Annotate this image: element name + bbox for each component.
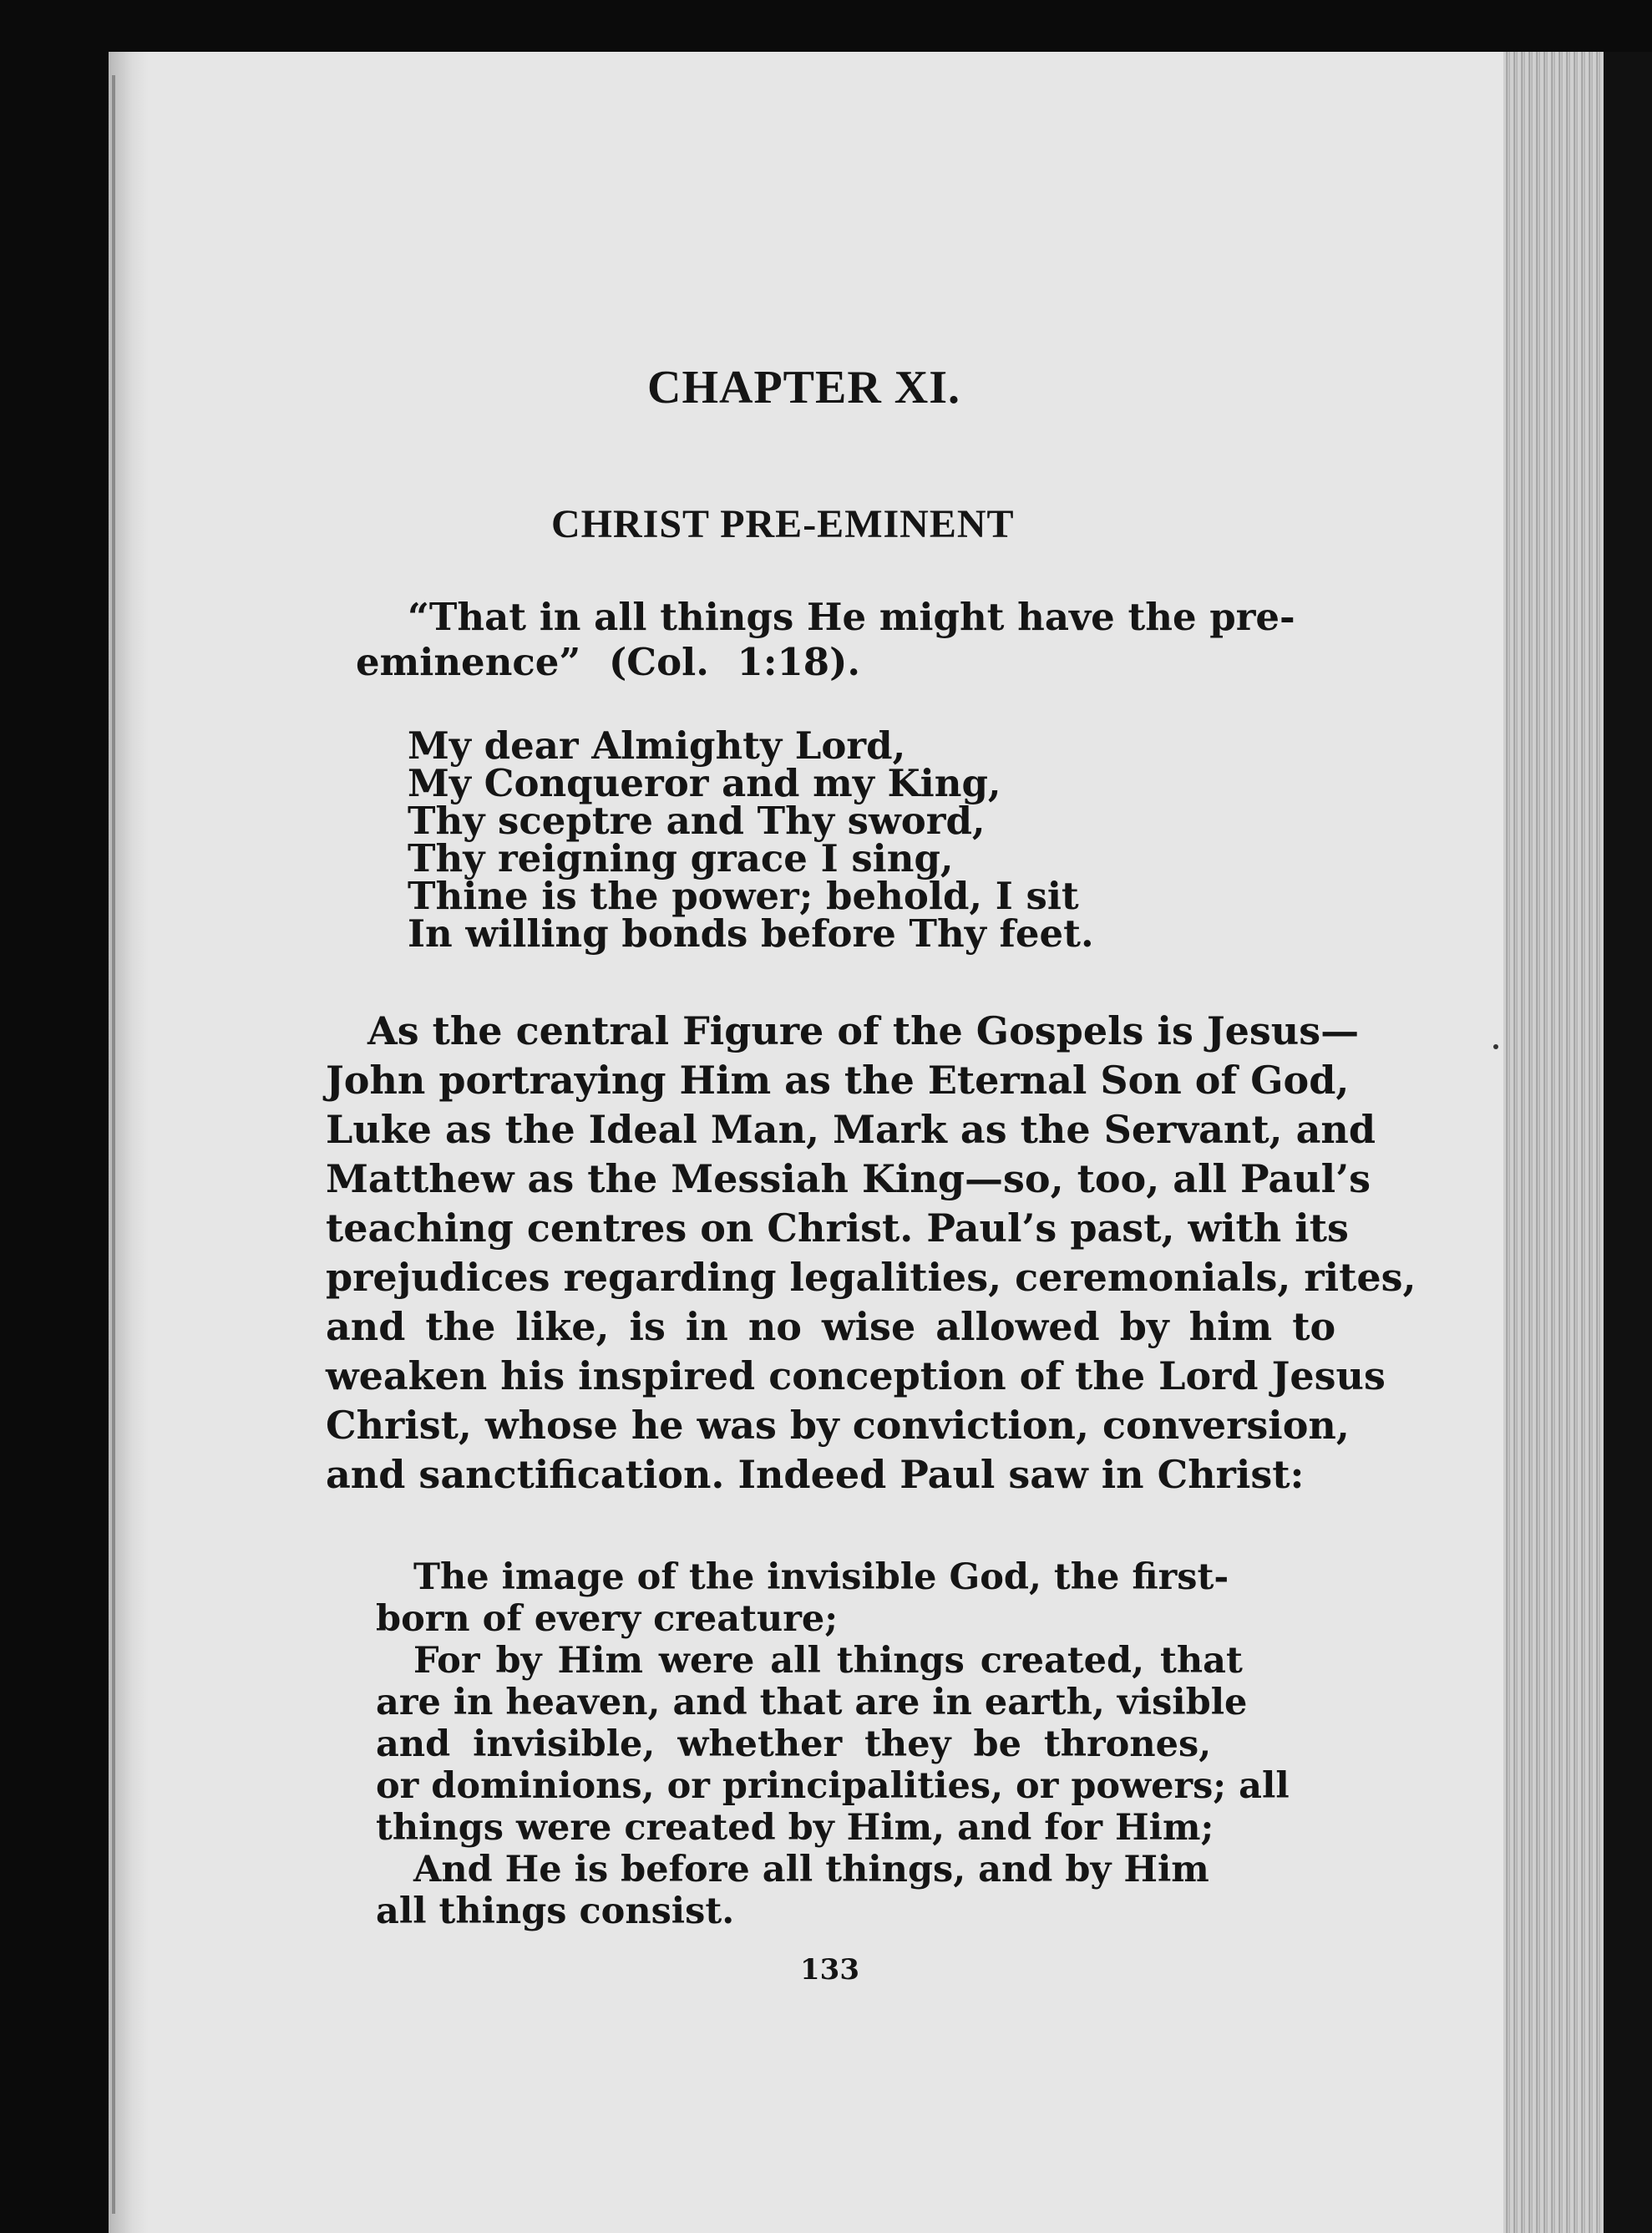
spine-line	[112, 75, 115, 2214]
body-line: Luke as the Ideal Man, Mark as the Servant, and	[326, 1107, 1376, 1152]
epigraph-line: “That in all things He might have the pre-	[408, 595, 1295, 639]
body-line: teaching centres on Christ. Paul’s past, with its	[326, 1205, 1349, 1251]
verse-line: Thy sceptre and Thy sword,	[408, 799, 986, 843]
page-number: 133	[800, 1953, 859, 1987]
quote-line: all things consist.	[376, 1890, 735, 1932]
chapter-heading: CHAPTER XI.	[647, 362, 961, 414]
quote-line: born of every creature;	[376, 1598, 839, 1640]
quote-line: And He is before all things, and by Him	[413, 1849, 1209, 1890]
verse-line: My dear Almighty Lord,	[408, 723, 906, 768]
quote-line: or dominions, or principalities, or powers; all	[376, 1765, 1290, 1807]
quote-line: and invisible, whether they be thrones,	[376, 1723, 1212, 1765]
quote-line: are in heaven, and that are in earth, visible	[376, 1682, 1248, 1723]
body-line: Christ, whose he was by conviction, conversion,	[326, 1403, 1350, 1448]
verse-line: In willing bonds before Thy feet.	[408, 911, 1094, 956]
verse-line: My Conqueror and my King,	[408, 761, 1001, 805]
quote-line: things were created by Him, and for Him;	[376, 1807, 1214, 1849]
body-line: As the central Figure of the Gospels is Jesus—	[367, 1008, 1360, 1053]
quote-line: For by Him were all things created, that	[413, 1640, 1243, 1682]
ink-speck	[1493, 1044, 1498, 1049]
page-edges	[1503, 52, 1604, 2233]
body-line: and the like, is in no wise allowed by him to	[326, 1304, 1336, 1349]
body-line: John portraying Him as the Eternal Son of God,	[326, 1058, 1350, 1103]
body-line: weaken his inspired conception of the Lord Jesus	[326, 1353, 1386, 1398]
quote-line: The image of the invisible God, the first-	[413, 1556, 1229, 1598]
body-line: and sanctification. Indeed Paul saw in Christ:	[326, 1452, 1305, 1497]
verse-line: Thy reigning grace I sing,	[408, 836, 954, 881]
body-line: Matthew as the Messiah King—so, too, all Paul’s	[326, 1156, 1371, 1201]
edge-shadow	[1604, 52, 1652, 2233]
body-line: prejudices regarding legalities, ceremonials, rites,	[326, 1255, 1416, 1300]
verse-line: Thine is the power; behold, I sit	[408, 874, 1079, 918]
chapter-title: CHRIST PRE-EMINENT	[551, 502, 1015, 546]
epigraph-line: eminence” (Col. 1:18).	[356, 640, 861, 684]
